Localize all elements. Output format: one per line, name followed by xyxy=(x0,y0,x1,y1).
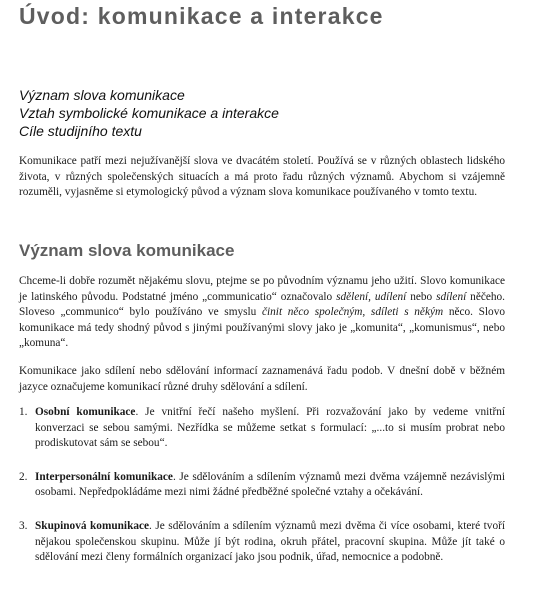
list-item-text xyxy=(35,470,505,501)
definition: . Je sdělováním a sdílením významů mezi dvěma či více osobami, které tvoří nějakou společenskou skupinu. Může jí být rodina, okruh přátel, pracovní skupina. Může jít také o sdělování mezi členy formálních organizací jako jsou podnik, úřad, nemocnice a podobně. xyxy=(35,519,505,564)
term: Skupinová komunikace xyxy=(35,519,150,532)
chapter-outline xyxy=(19,86,279,140)
list-item-text xyxy=(35,519,505,566)
chapter-title: Úvod: komunikace a interakce xyxy=(19,3,384,29)
intro-paragraph: Komunikace patří mezi nejužívanější slova ve dvacátém století. Používá se v různých oblastech lidského života, v různých společenských situacích a má proto řadu různých významů. Abychom si vzájemně rozuměli, vyjasněme si etymologický původ a význam slova komunikace používaného v tomto textu. xyxy=(19,155,505,199)
definition: . Je sdělováním a sdílením významů mezi dvěma vzájemně nezávislými osobami. Nepředpokládáme mezi nimi žádné předběžné společné vztahy a očekávání. xyxy=(35,470,505,499)
paragraph-text: něčeho. Sloveso „communico“ bylo používáno ve smyslu xyxy=(19,290,505,319)
list-item xyxy=(19,470,505,501)
section-heading: Význam slova komunikace xyxy=(19,241,235,260)
outline-item: Význam slova komunikace xyxy=(19,87,185,103)
definition: . Je vnitřní řečí našeho myšlení. Při rozvažování jako by vedeme vnitřní konverzaci se sebou samými. Nezřídka se můžeme setkat s formulací: „...to si musím probrat nebo prodiskutovat sám se sebou“. xyxy=(35,406,505,450)
list-number: 1. xyxy=(19,406,28,418)
term: Osobní komunikace xyxy=(35,406,136,418)
list-item-text xyxy=(35,405,505,452)
list-number: 3. xyxy=(19,519,28,532)
list-item xyxy=(19,519,505,566)
list-number: 2. xyxy=(19,470,28,483)
communication-types-list xyxy=(19,405,505,584)
section-paragraph-2: Komunikace jako sdílení nebo sdělování informací zaznamenává řadu podob. V dnešní době v běžném jazyce označujeme komunikací různé druhy sdělování a sdílení. xyxy=(19,365,505,393)
paragraph-text: Chceme-li dobře rozumět nějakému slovu, ptejme se po původním významu jeho užití. Slovo komunikace je latinského původu. Podstatné jméno „communicatio“ označovalo xyxy=(19,275,505,303)
paragraph-text: něco. Slovo komunikace má tedy shodný původ s jinými používanými slovy jako je „komunita“, „komunismus“, nebo „komuna“. xyxy=(19,306,506,350)
outline-item: Cíle studijního textu xyxy=(19,123,142,139)
emphasis-text: sdílení xyxy=(436,290,467,303)
emphasis-text: činit něco společným, sdíleti s někým xyxy=(262,306,444,319)
paragraph-text: nebo xyxy=(406,290,437,303)
list-item xyxy=(19,405,505,452)
outline-item: Vztah symbolické komunikace a interakce xyxy=(19,105,279,121)
section-paragraph-1 xyxy=(19,274,505,352)
emphasis-text: sdělení, udílení xyxy=(336,290,407,303)
term: Interpersonální komunikace xyxy=(35,470,173,483)
